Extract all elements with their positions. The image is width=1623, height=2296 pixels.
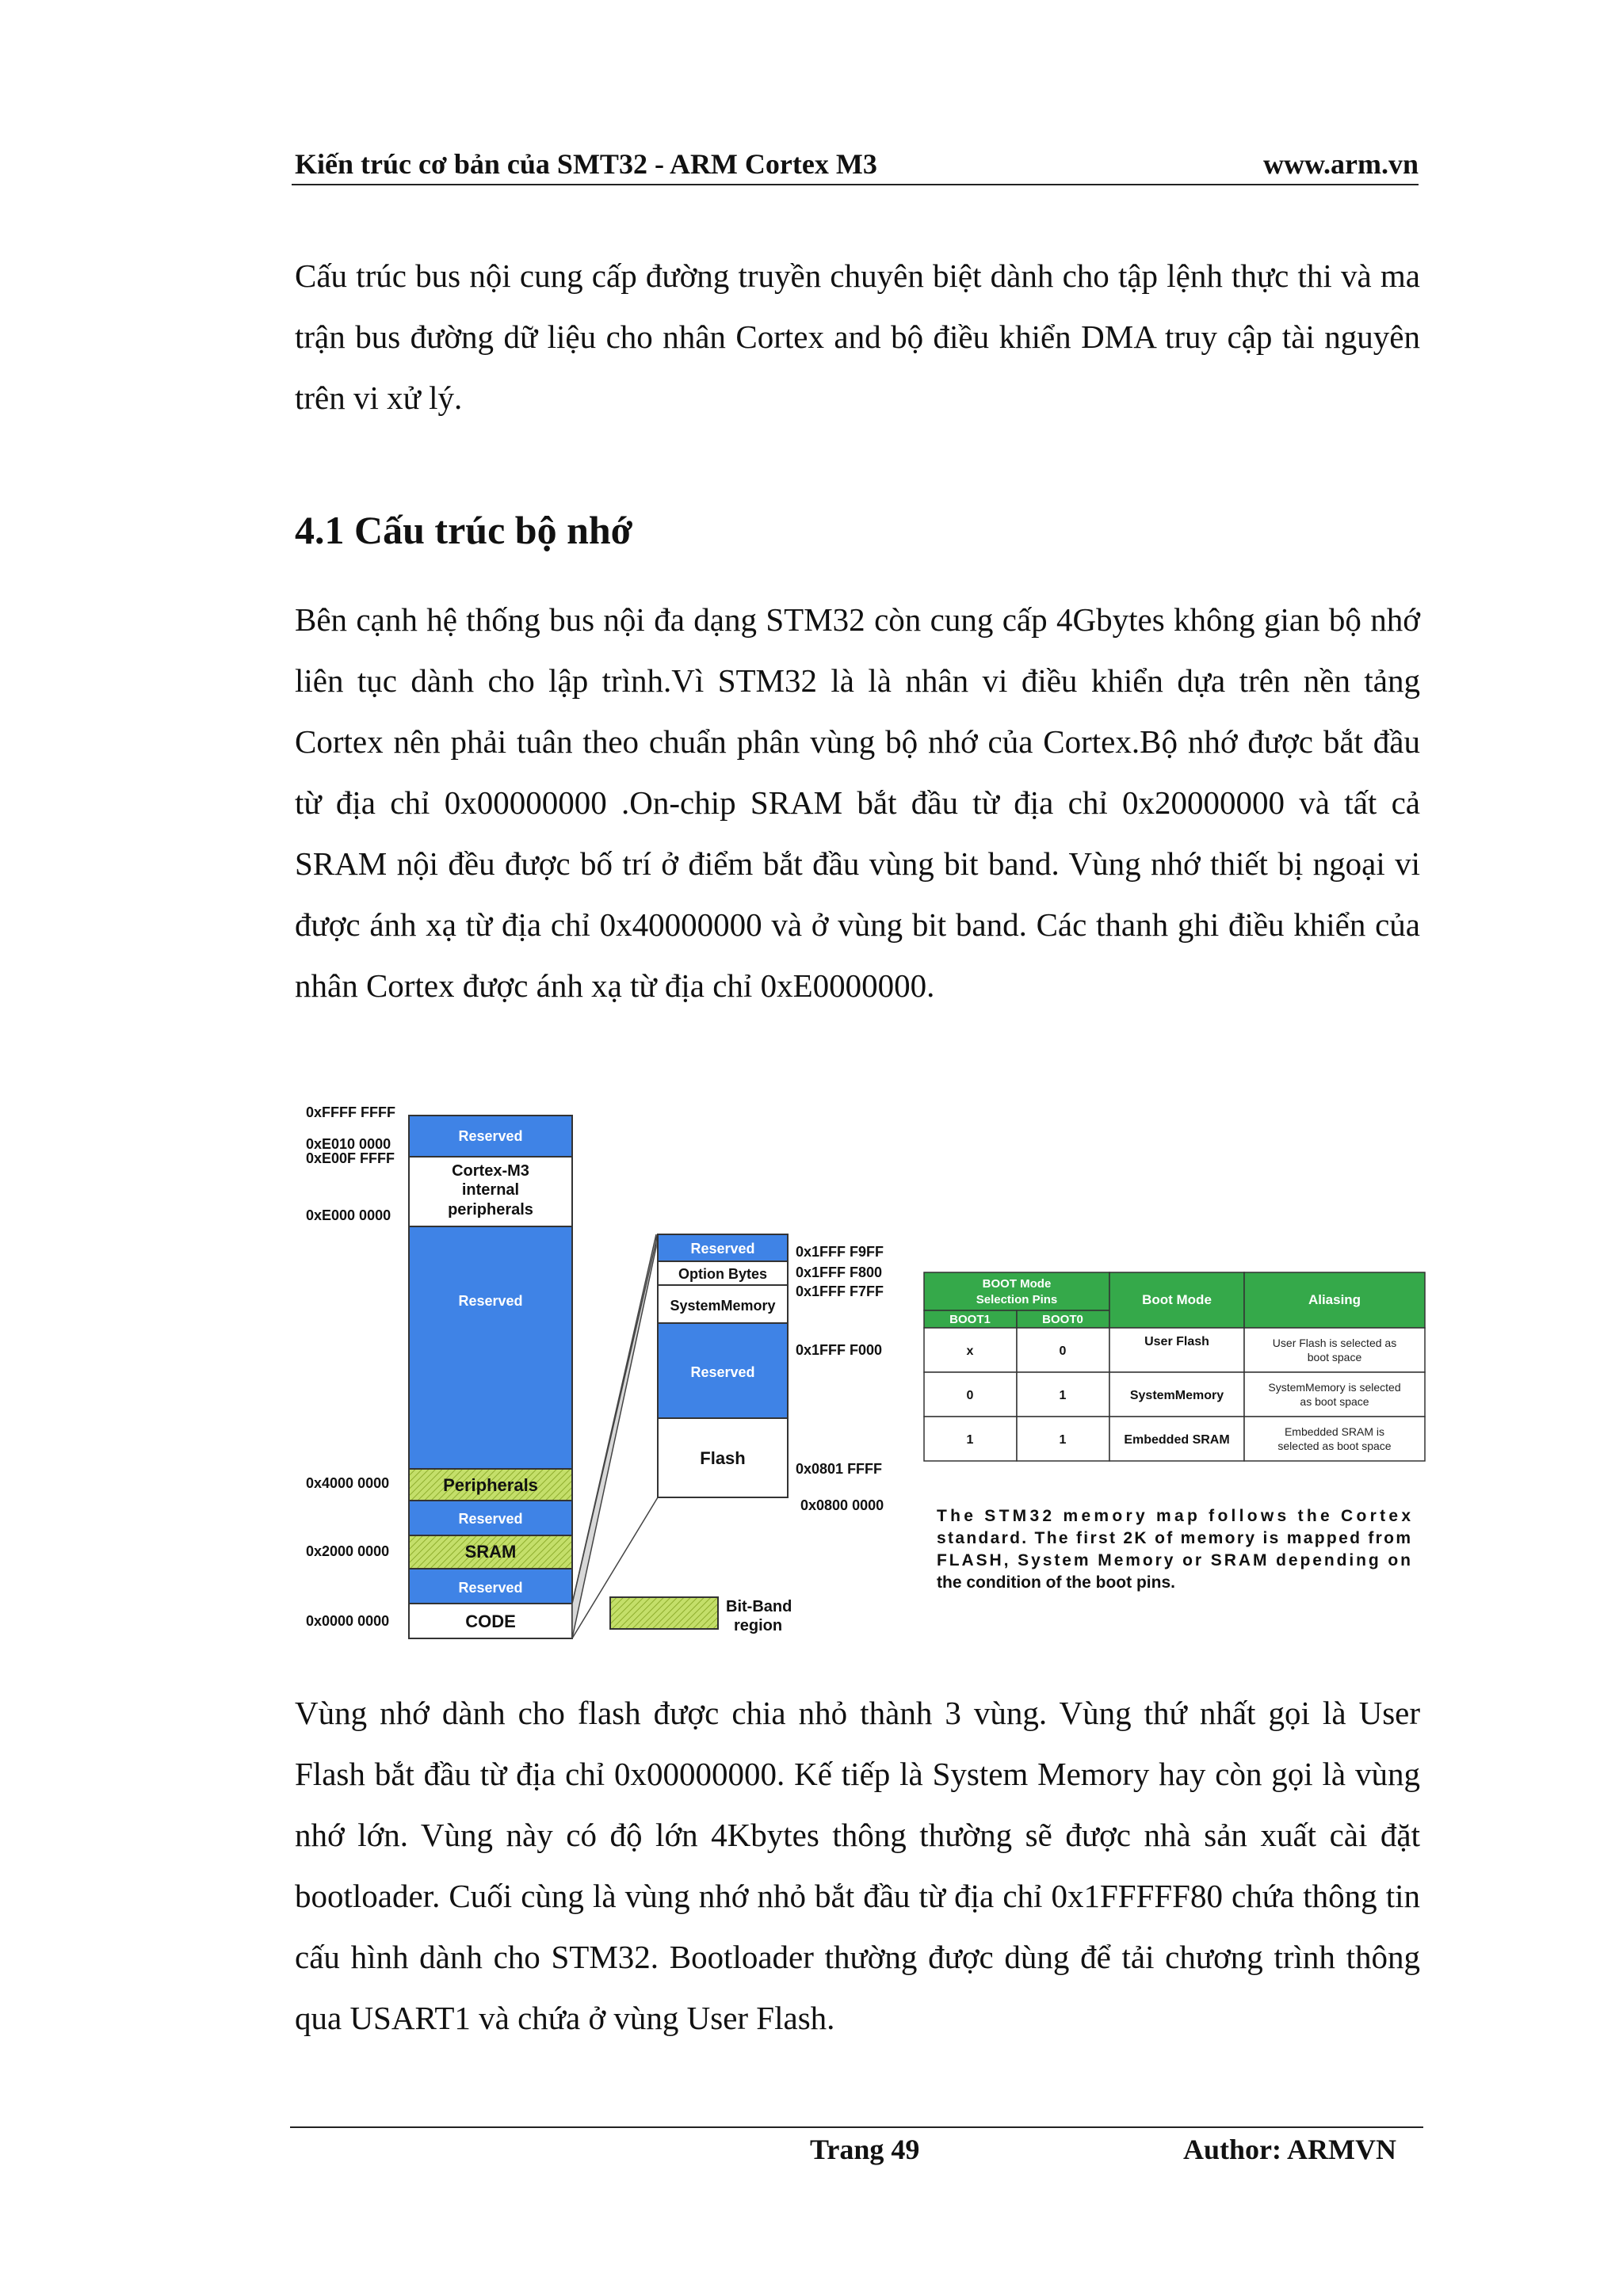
boot-row1-alias2: boot space — [1307, 1351, 1362, 1363]
boot-row3-alias1: Embedded SRAM is — [1284, 1425, 1385, 1438]
zoom-label-flash: Flash — [700, 1448, 746, 1468]
boot-header-boot1: BOOT1 — [949, 1313, 991, 1326]
label-reserved-low: Reserved — [458, 1580, 523, 1596]
addr-4000: 0x4000 0000 — [306, 1475, 390, 1491]
addr-2000: 0x2000 0000 — [306, 1543, 390, 1559]
intro-paragraph: Cấu trúc bus nội cung cấp đường truyền chuyên biệt dành cho tập lệnh thực thi và ma trận bus đường dữ liệu cho nhân Cortex and bộ điều khiển DMA truy cập tài nguyên trên vi xử lý. — [295, 257, 1420, 416]
boot-sel-line1: BOOT Mode — [982, 1277, 1052, 1291]
label-code: CODE — [465, 1611, 516, 1631]
footer-page-number: Trang 49 — [810, 2134, 920, 2165]
zoom-label-system-memory: SystemMemory — [670, 1298, 776, 1314]
zoom-addr-2: 0x1FFF F800 — [796, 1264, 883, 1280]
boot-row1-mode: User Flash — [1144, 1335, 1209, 1348]
addr-top: 0xFFFF FFFF — [306, 1104, 395, 1120]
caption-line3: FLASH, System Memory or SRAM depending on — [937, 1551, 1411, 1569]
closing-paragraph: Vùng nhớ dành cho flash được chia nhỏ thành 3 vùng. Vùng thứ nhất gọi là User Flash bắt đầu từ địa chỉ 0x00000000. Kế tiếp là System Memory hay còn gọi là vùng nhớ lớn. Vùng này có độ lớn 4Kbytes thông thường sẽ được nhà sản xuất cài đặt bootloader. Cuối cùng là vùng nhớ nhỏ bắt đầu từ địa chỉ 0x1FFFFF80 chứa thông tin cấu hình dành cho STM32. Bootloader thường được dùng để tải chương trình thông qua USART1 và chứa ở vùng User Flash. — [295, 1695, 1420, 2036]
label-cortex-1: Cortex-M3 — [452, 1162, 529, 1180]
boot-header-mode: Boot Mode — [1142, 1292, 1212, 1307]
boot-row3-boot1: 1 — [966, 1433, 974, 1447]
boot-row3-mode: Embedded SRAM — [1124, 1433, 1230, 1447]
caption-line1: The STM32 memory map follows the Cortex — [937, 1507, 1411, 1525]
boot-sel-line2: Selection Pins — [976, 1293, 1058, 1306]
legend-line2: region — [734, 1617, 783, 1634]
section-heading: 4.1 Cấu trúc bộ nhớ — [295, 508, 633, 552]
zoom-addr-3: 0x1FFF F7FF — [796, 1283, 884, 1299]
caption-line4: the condition of the boot pins. — [937, 1573, 1175, 1592]
block-reserved-big — [409, 1226, 572, 1469]
caption-line2: standard. The first 2K of memory is mapped from — [937, 1529, 1411, 1547]
zoom-addr-1: 0x1FFF F9FF — [796, 1244, 884, 1260]
header-rule — [292, 184, 1419, 185]
boot-header-aliasing: Aliasing — [1308, 1292, 1361, 1307]
footer-author: Author: ARMVN — [1183, 2134, 1396, 2165]
zoom-addr-4: 0x1FFF F000 — [796, 1342, 883, 1358]
header-title: Kiến trúc cơ bản của SMT32 - ARM Cortex M3 — [295, 148, 877, 180]
memory-map-diagram — [293, 1093, 1426, 1648]
legend-bitband-swatch — [610, 1597, 718, 1629]
boot-row1-boot1: x — [966, 1344, 974, 1358]
memory-map-figure — [293, 1093, 1426, 1648]
header-website: www.arm.vn — [1263, 148, 1419, 180]
boot-row1-boot0: 0 — [1059, 1344, 1067, 1358]
zoom-label-option-bytes: Option Bytes — [678, 1266, 768, 1282]
boot-row2-alias2: as boot space — [1300, 1395, 1369, 1408]
boot-row2-alias1: SystemMemory is selected — [1268, 1381, 1401, 1394]
addr-0000: 0x0000 0000 — [306, 1613, 390, 1629]
label-cortex-3: peripherals — [448, 1201, 533, 1219]
addr-e010: 0xE010 0000 — [306, 1136, 391, 1152]
addr-e000: 0xE000 0000 — [306, 1207, 391, 1223]
zoom-addr-5: 0x0801 FFFF — [796, 1461, 883, 1477]
boot-row3-boot0: 1 — [1059, 1433, 1067, 1447]
legend-line1: Bit-Band — [726, 1598, 792, 1615]
footer-rule — [290, 2126, 1423, 2128]
section-paragraph: Bên cạnh hệ thống bus nội đa dạng STM32 còn cung cấp 4Gbytes không gian bộ nhớ liên tục dành cho lập trình.Vì STM32 là là nhân vi điều khiển dựa trên nền tảng Cortex nên phải tuân theo chuẩn phân vùng bộ nhớ của Cortex.Bộ nhớ được bắt đầu từ địa chỉ 0x00000000 .On-chip SRAM bắt đầu từ địa chỉ 0x20000000 và tất cả SRAM nội đều được bố trí ở điểm bắt đầu vùng bit band. Vùng nhớ thiết bị ngoại vi được ánh xạ từ địa chỉ 0x40000000 và ở vùng bit band. Các thanh ghi điều khiển của nhân Cortex được ánh xạ từ địa chỉ 0xE0000000. — [295, 601, 1420, 1004]
boot-header-boot0: BOOT0 — [1042, 1313, 1083, 1326]
label-peripherals: Peripherals — [443, 1475, 538, 1495]
zoom-label-reserved-top: Reserved — [690, 1241, 755, 1257]
boot-row2-mode: SystemMemory — [1129, 1389, 1224, 1402]
label-reserved-mid: Reserved — [458, 1511, 523, 1527]
boot-row3-alias2: selected as boot space — [1277, 1440, 1392, 1452]
label-cortex-2: internal — [461, 1181, 520, 1199]
addr-e00f: 0xE00F FFFF — [306, 1150, 395, 1166]
label-reserved-top: Reserved — [458, 1128, 523, 1144]
label-reserved-big: Reserved — [458, 1293, 523, 1309]
label-sram: SRAM — [464, 1542, 517, 1562]
zoom-label-reserved: Reserved — [690, 1364, 755, 1380]
boot-row2-boot1: 0 — [966, 1389, 974, 1402]
boot-row1-alias1: User Flash is selected as — [1272, 1337, 1397, 1349]
boot-row2-boot0: 1 — [1059, 1389, 1067, 1402]
zoom-addr-6: 0x0800 0000 — [800, 1497, 884, 1513]
